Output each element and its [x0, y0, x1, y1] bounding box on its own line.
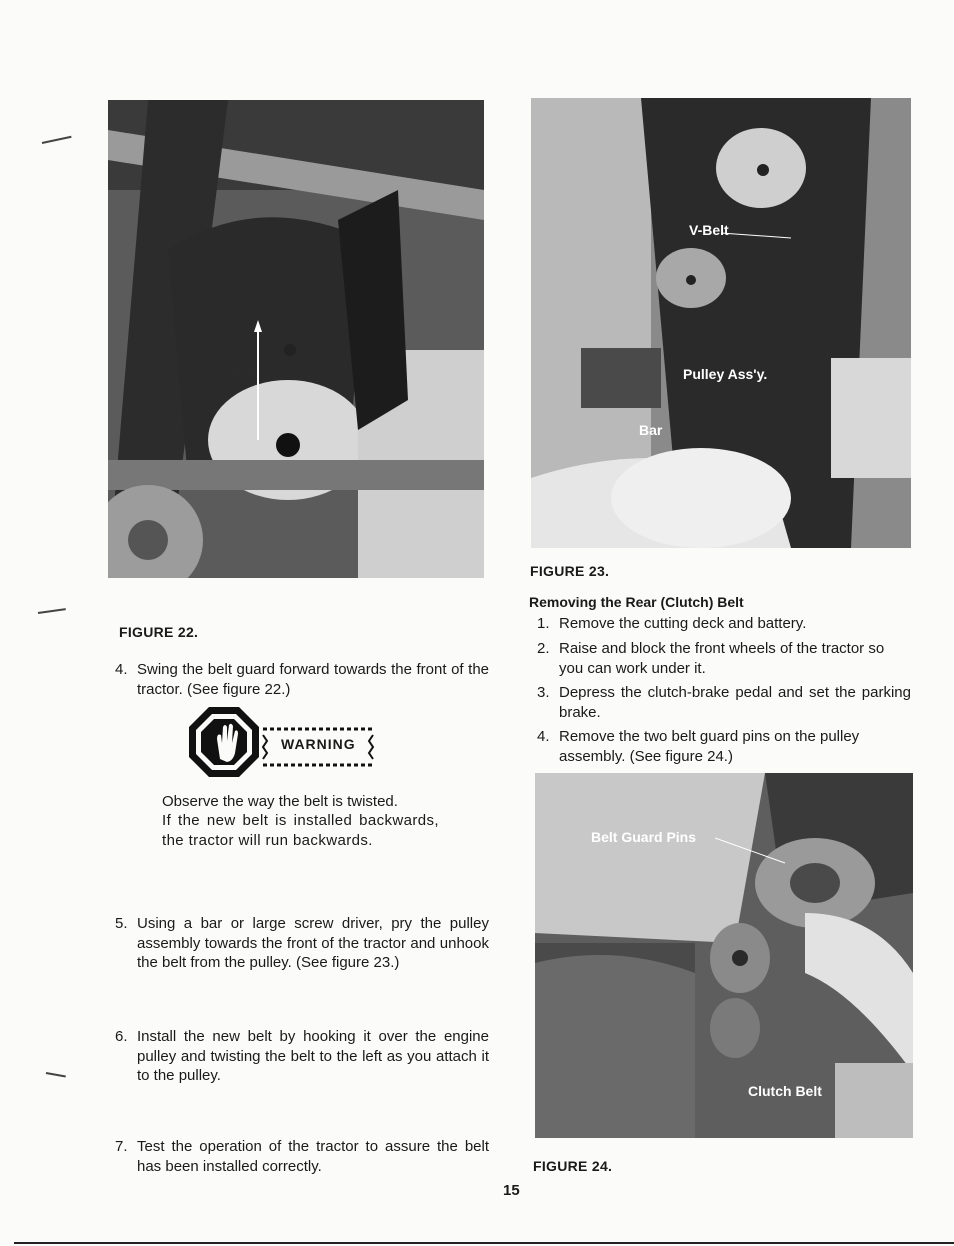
scan-mark: [46, 1072, 66, 1077]
vbelt-label: V-Belt: [689, 222, 729, 238]
step-text: Test the operation of the tractor to assure the belt has been installed correctly.: [137, 1138, 489, 1175]
figure-22-caption: FIGURE 22.: [119, 624, 199, 640]
warning-text-line2: If the new belt is installed backwards, the tractor will run backwards.: [162, 812, 439, 849]
step-text: Swing the belt guard forward towards the front of the tractor. (See figure 22.): [137, 661, 489, 698]
right-step-4: [537, 727, 911, 766]
figure-23-caption: FIGURE 23.: [530, 563, 610, 579]
step-text: Remove the cutting deck and battery.: [559, 615, 807, 632]
step-text: Install the new belt by hooking it over the engine pulley and twisting the belt to the left as you attach it to the pulley.: [137, 1028, 489, 1084]
step-number: 7.: [115, 1138, 128, 1155]
page-number: 15: [503, 1182, 520, 1199]
figure-24-caption: FIGURE 24.: [533, 1158, 613, 1174]
step-number: 6.: [115, 1028, 128, 1045]
step-number: 3.: [537, 684, 550, 701]
step-text: Raise and block the front wheels of the tractor so you can work under it.: [559, 640, 885, 677]
clutch-belt-label: Clutch Belt: [748, 1083, 822, 1099]
right-step-3: [537, 683, 911, 722]
belt-guard-pins-label: Belt Guard Pins: [591, 829, 697, 845]
bar-label: Bar: [639, 422, 663, 438]
warning-block: [187, 705, 387, 781]
section-heading: Removing the Rear (Clutch) Belt: [529, 594, 744, 610]
figure-24-photo: [535, 773, 913, 1138]
left-step-6: [115, 1027, 489, 1086]
step-text: Using a bar or large screw driver, pry the pulley assembly towards the front of the tractor and unhook the belt from the pulley. (See figure 23.): [137, 915, 489, 971]
step-text: Remove the two belt guard pins on the pulley assembly. (See figure 24.): [559, 728, 860, 765]
left-step-5: [115, 914, 489, 973]
figure-22-photo: [108, 100, 484, 578]
right-step-1: [537, 614, 911, 634]
right-step-2: [537, 639, 911, 678]
step-number: 2.: [537, 640, 550, 657]
pulley-assy-label: Pulley Ass'y.: [683, 366, 768, 382]
step-text: Depress the clutch-brake pedal and set the parking brake.: [559, 684, 911, 721]
scan-mark: [38, 608, 66, 614]
step-number: 1.: [537, 615, 550, 632]
warning-text-line1: Observe the way the belt is twisted.: [162, 793, 398, 810]
warning-label: WARNING: [281, 736, 356, 752]
bottom-rule: [14, 1242, 954, 1244]
left-step-7: [115, 1137, 489, 1176]
left-step-4: [115, 660, 489, 699]
scan-mark: [42, 136, 72, 144]
belt-guard-label: Belt Guard: [230, 366, 302, 382]
step-number: 4.: [537, 728, 550, 745]
figure-23-photo: [531, 98, 911, 548]
step-number: 5.: [115, 915, 128, 932]
step-number: 4.: [115, 661, 128, 678]
